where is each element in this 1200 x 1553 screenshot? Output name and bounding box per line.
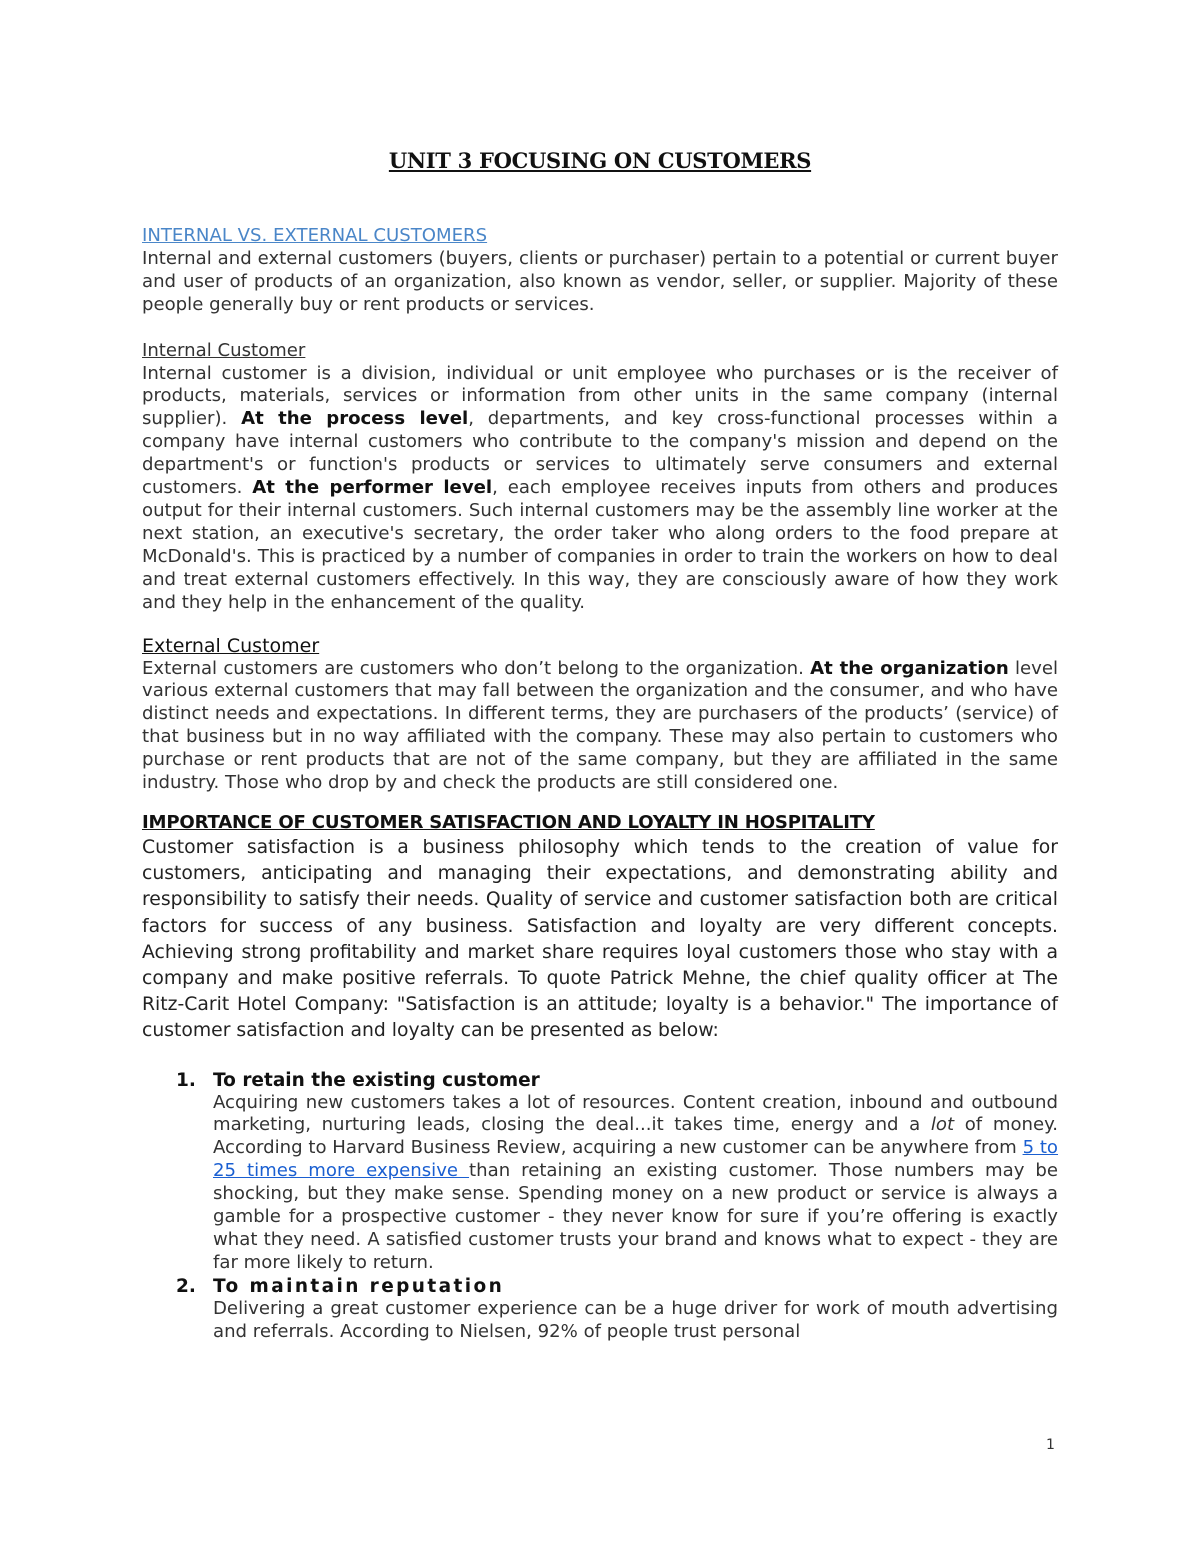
external-text-1: External customers are customers who don’t belong to the organization.	[142, 657, 811, 679]
internal-text-3: , each employee receives inputs from others and produces output for their internal customers. Such internal customers may be the assembly line worker at the next station, an executive's secretary, the order taker who along orders to the food prepare at McDonald's. This is practiced by a number of companies in order to train the workers on how to deal and treat external customers effectively. In this way, they are consciously aware of how they work and they help in the enhancement of the quality.	[142, 477, 1059, 613]
list-item-text	[213, 1092, 1058, 1275]
importance-heading: IMPORTANCE OF CUSTOMER SATISFACTION AND LOYALTY IN HOSPITALITY	[142, 811, 875, 833]
internal-bold-performer-level: At the performer level	[252, 477, 493, 499]
external-customer-paragraph	[142, 658, 1058, 795]
list-number: 1.	[176, 1069, 196, 1091]
list-item	[142, 1069, 1058, 1275]
internal-customer-paragraph	[142, 363, 1058, 615]
list-item-text: Delivering a great customer experience can be a huge driver for work of mouth advertising and referrals. According to Nielsen, 92% of people trust personal	[213, 1297, 1058, 1342]
section-heading-internal-vs-external: INTERNAL VS. EXTERNAL CUSTOMERS	[142, 225, 488, 246]
internal-bold-process-level: At the process level	[241, 408, 469, 430]
item1-text-1: Acquiring new customers takes a lot of resources. Content creation, inbound and outbound marketing, nurturing leads, closing the deal...it takes time, energy and a	[213, 1091, 1058, 1136]
item1-italic-lot: lot	[930, 1114, 955, 1136]
internal-customer-heading: Internal Customer	[142, 339, 306, 361]
page-content	[142, 148, 1058, 1344]
document-title: UNIT 3 FOCUSING ON CUSTOMERS	[388, 148, 812, 173]
spacer	[142, 317, 1058, 340]
item1-text-2: of money. According to Harvard Business Review, acquiring a new customer can be anywhere from	[213, 1114, 1058, 1159]
list-item-heading: To retain the existing customer	[213, 1069, 540, 1091]
internal-text-2: , departments, and key cross-functional processes within a company have internal customers who contribute to the company's mission and depend on the department's or function's products or services to ultimately serve consumers and external customers.	[142, 408, 1058, 499]
importance-paragraph: Customer satisfaction is a business philosophy which tends to the creation of value for customers, anticipating and managing their expectations, and demonstrating ability and responsibility to satisfy their needs. Quality of service and customer satisfaction both are critical factors for success of any business. Satisfaction and loyalty are very different concepts. Achieving strong profitability and market share requires loyal customers those who stay with a company and make positive referrals. To quote Patrick Mehne, the chief quality officer at The Ritz-Carit Hotel Company: "Satisfaction is an attitude; loyalty is a behavior." The importance of customer satisfaction and loyalty can be presented as below:	[142, 836, 1058, 1042]
external-customer-heading: External Customer	[142, 634, 320, 657]
list-item	[142, 1275, 1058, 1344]
importance-list	[142, 1069, 1058, 1344]
page-number: 1	[1046, 1437, 1055, 1453]
list-number: 2.	[176, 1275, 196, 1297]
spacer	[142, 615, 1058, 635]
expense-link[interactable]: 5 to 25 times more expensive	[213, 1137, 1059, 1182]
internal-text-1: Internal customer is a division, individual or unit employee who purchases or is the receiver of products, materials, services or information from other units in the same company (internal supplier).	[142, 362, 1058, 430]
item1-text-3: than retaining an existing customer. Those numbers may be shocking, but they make sense. Spending money on a new product or service is always a gamble for a prospective customer - they never know for sure if you’re offering is exactly what they need. A satisfied customer trusts your brand and knows what to expect - they are far more likely to return.	[213, 1160, 1058, 1273]
spacer	[142, 795, 1058, 811]
external-bold-organization: At the organization	[810, 657, 1009, 679]
section-intro-paragraph: Internal and external customers (buyers, clients or purchaser) pertain to a potential or current buyer and user of products of an organization, also known as vendor, seller, or supplier. Majority of these people generally buy or rent products or services.	[142, 247, 1058, 315]
list-item-heading: To maintain reputation	[213, 1275, 505, 1297]
external-text-2: level various external customers that may fall between the organization and the consumer, and who have distinct needs and expectations. In different terms, they are purchasers of the products’ (service) of that business but in no way affiliated with the company. These may also pertain to customers who purchase or rent products that are not of the same company, but they are affiliated in the same industry. Those who drop by and check the products are still considered one.	[142, 657, 1059, 794]
